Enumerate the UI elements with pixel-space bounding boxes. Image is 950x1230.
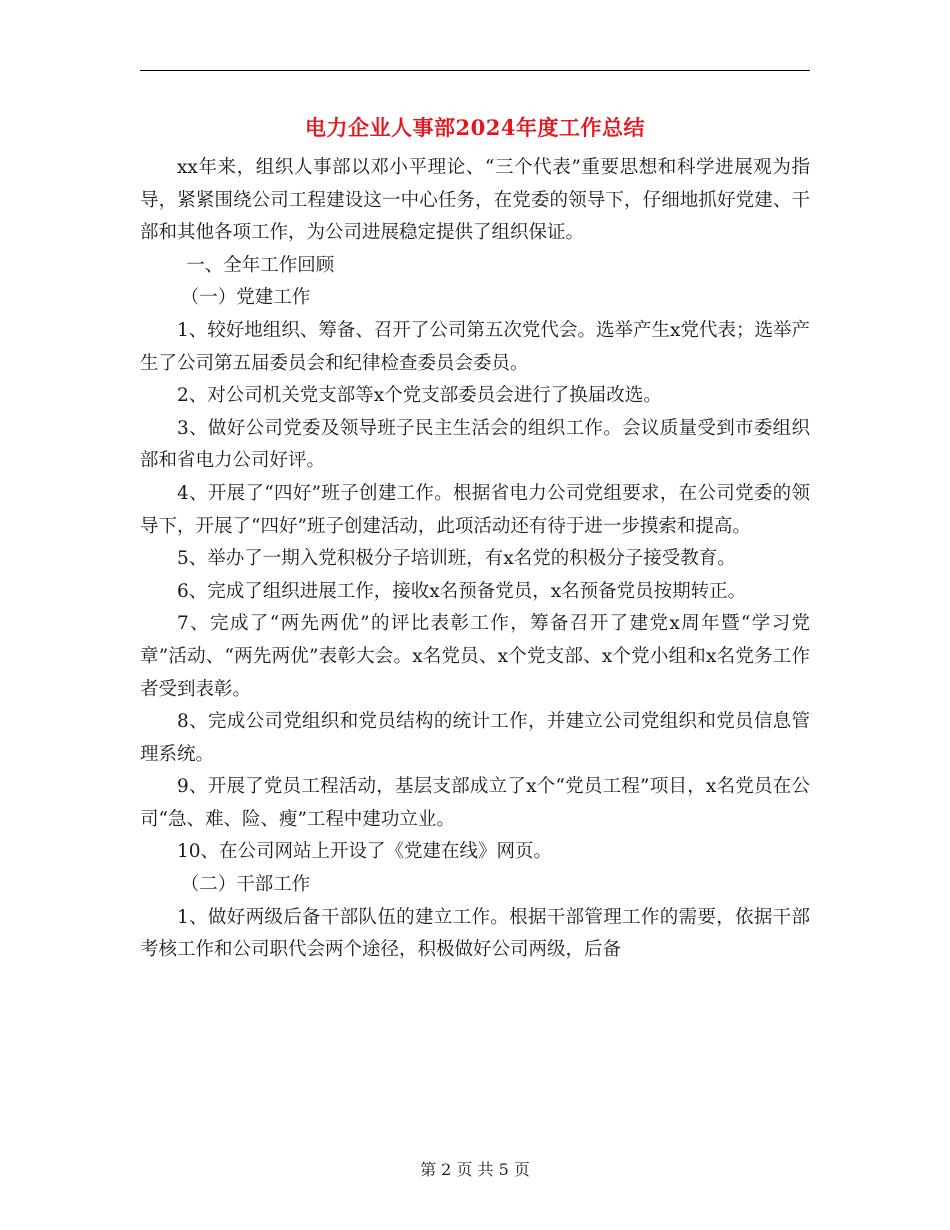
list-item: 9、开展了党员工程活动，基层支部成立了x个“党员工程”项目，x名党员在公司“急、难、险、瘦”工程中建功立业。 <box>140 776 810 830</box>
list-item: 1、做好两级后备干部队伍的建立工作。根据干部管理工作的需要，依据干部考核工作和公司职代会两个途径，积极做好公司两级，后备 <box>140 906 810 961</box>
document-title: 电力企业人事部2024年度工作总结 <box>305 115 645 140</box>
list-item: 4、开展了“四好”班子创建工作。根据省电力公司党组要求，在公司党委的领导下，开展了“四好”班子创建活动，此项活动还有待于进一步摸索和提高。 <box>140 482 810 537</box>
section-heading: 一、全年工作回顾 <box>186 254 335 276</box>
page-footer: 第 2 页 共 5 页 <box>420 1160 530 1179</box>
list-item: 7、完成了“两先两优”的评比表彰工作，筹备召开了建党x周年暨“学习党章”活动、“两先两优”表彰大会。x名党员、x个党支部、x个党小组和x名党务工作者受到表彰。 <box>140 613 810 700</box>
list-item: 10、在公司网站上开设了《党建在线》网页。 <box>177 841 553 863</box>
intro-paragraph: xx年来，组织人事部以邓小平理论、“三个代表”重要思想和科学进展观为指导，紧紧围绕公司工程建设这一中心任务，在党委的领导下，仔细地抓好党建、干部和其他各项工作，为公司进展稳定提供了组织保证。 <box>140 157 810 244</box>
document-body <box>140 152 810 967</box>
header-rule <box>140 70 810 71</box>
subsection-heading: （二）干部工作 <box>180 874 311 896</box>
subsection-heading: （一）党建工作 <box>180 287 311 309</box>
list-item: 2、对公司机关党支部等x个党支部委员会进行了换届改选。 <box>177 385 662 407</box>
list-item: 6、完成了组织进展工作，接收x名预备党员，x名预备党员按期转正。 <box>177 580 747 602</box>
list-item: 5、举办了一期入党积极分子培训班，有x名党的积极分子接受教育。 <box>177 548 736 570</box>
list-item: 3、做好公司党委及领导班子民主生活会的组织工作。会议质量受到市委组织部和省电力公司好评。 <box>140 417 810 472</box>
list-item: 1、较好地组织、筹备、召开了公司第五次党代会。选举产生x党代表；选举产生了公司第五届委员会和纪律检查委员会委员。 <box>140 319 810 374</box>
list-item: 8、完成公司党组织和党员结构的统计工作，并建立公司党组织和党员信息管理系统。 <box>140 711 810 765</box>
